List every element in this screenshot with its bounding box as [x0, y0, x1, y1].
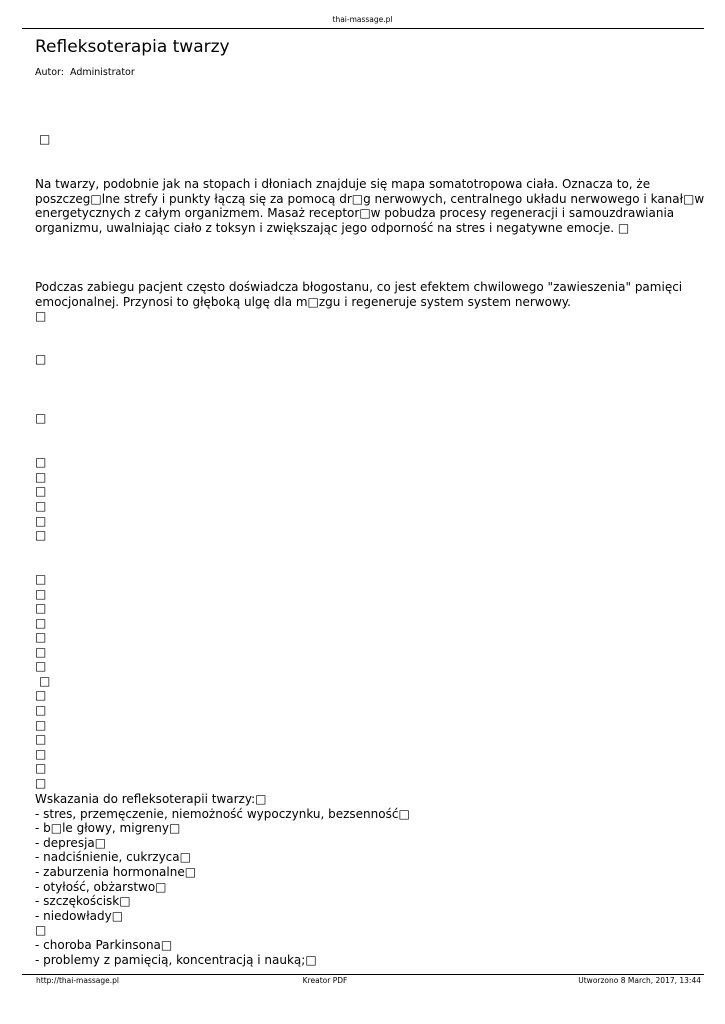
footer-generator: Kreator PDF	[302, 976, 348, 985]
missing-glyph: □	[35, 484, 47, 498]
missing-glyph: □	[35, 688, 47, 702]
missing-glyph: □	[35, 587, 47, 601]
missing-glyph: □	[39, 132, 51, 146]
missing-glyph: □	[35, 645, 47, 659]
missing-glyph: □	[35, 470, 47, 484]
list-item: - zaburzenia hormonalne□	[35, 864, 197, 879]
missing-glyph: □	[35, 630, 47, 644]
missing-glyph: □	[35, 659, 47, 673]
list-item: - choroba Parkinsona□	[35, 937, 173, 952]
site-header: thai-massage.pl	[332, 15, 393, 24]
missing-glyph: □	[35, 528, 47, 542]
missing-glyph: □	[39, 674, 51, 688]
missing-glyph: □	[35, 747, 47, 761]
list-item: - otyłość, obżarstwo□	[35, 879, 167, 894]
missing-glyph: □	[35, 601, 47, 615]
header-rule	[22, 28, 704, 29]
list-item: □	[35, 923, 47, 938]
indications-heading: Wskazania do refleksoterapii twarzy:□	[35, 792, 267, 806]
missing-glyph: □	[35, 572, 47, 586]
list-item: - niedowłady□	[35, 908, 124, 923]
missing-glyph: □	[35, 718, 47, 732]
author-label: Autor:	[35, 67, 64, 78]
missing-glyph: □	[35, 732, 47, 746]
missing-glyph: □	[35, 776, 47, 790]
list-item: - b□le głowy, migreny□	[35, 821, 181, 836]
footer-url: http://thai-massage.pl	[36, 976, 119, 985]
missing-glyph: □	[35, 703, 47, 717]
missing-glyph: □	[35, 499, 47, 513]
missing-glyph: □	[35, 514, 47, 528]
list-item: - nadciśnienie, cukrzyca□	[35, 850, 191, 865]
list-item: - szczękościsk□	[35, 894, 131, 909]
indications-list	[35, 792, 695, 967]
paragraph-session: Podczas zabiegu pacjent często doświadcza błogostanu, co jest efektem chwilowego "zawieszenia" pamięci emocjonalnej. Przynosi to głęboką ulgę dla m□zgu i regeneruje system system nerwowy.	[35, 280, 683, 309]
author-line	[35, 67, 135, 79]
missing-glyph: □	[35, 352, 47, 366]
footer-created: Utworzono 8 March, 2017, 13:44	[578, 976, 701, 985]
list-item: - depresja□	[35, 835, 107, 850]
list-item: - problemy z pamięcią, koncentracją i nauką;□	[35, 952, 317, 967]
page-title: Refleksoterapia twarzy	[35, 37, 230, 57]
paragraph-intro: Na twarzy, podobnie jak na stopach i dłoniach znajduje się mapa somatotropowa ciała. Oznacza to, że poszczeg□lne strefy i punkty łączą się za pomocą dr□g nerwowych, centralnego układu nerwowego i kanał□w energetycznych z całym organizmem. Masaż receptor□w pobudza procesy regeneracji i samouzdrawiania organizmu, uwalniając ciało z toksyn i zwiększając jego odporność na stres i negatywne emocje. □	[35, 177, 705, 235]
missing-glyph: □	[35, 761, 47, 775]
missing-glyph: □	[35, 309, 47, 323]
footer-rule	[22, 974, 704, 975]
missing-glyph: □	[35, 455, 47, 469]
list-item: - stres, przemęczenie, niemożność wypoczynku, bezsenność□	[35, 806, 410, 821]
missing-glyph: □	[35, 616, 47, 630]
author-name: Administrator	[70, 67, 135, 78]
missing-glyph: □	[35, 411, 47, 425]
